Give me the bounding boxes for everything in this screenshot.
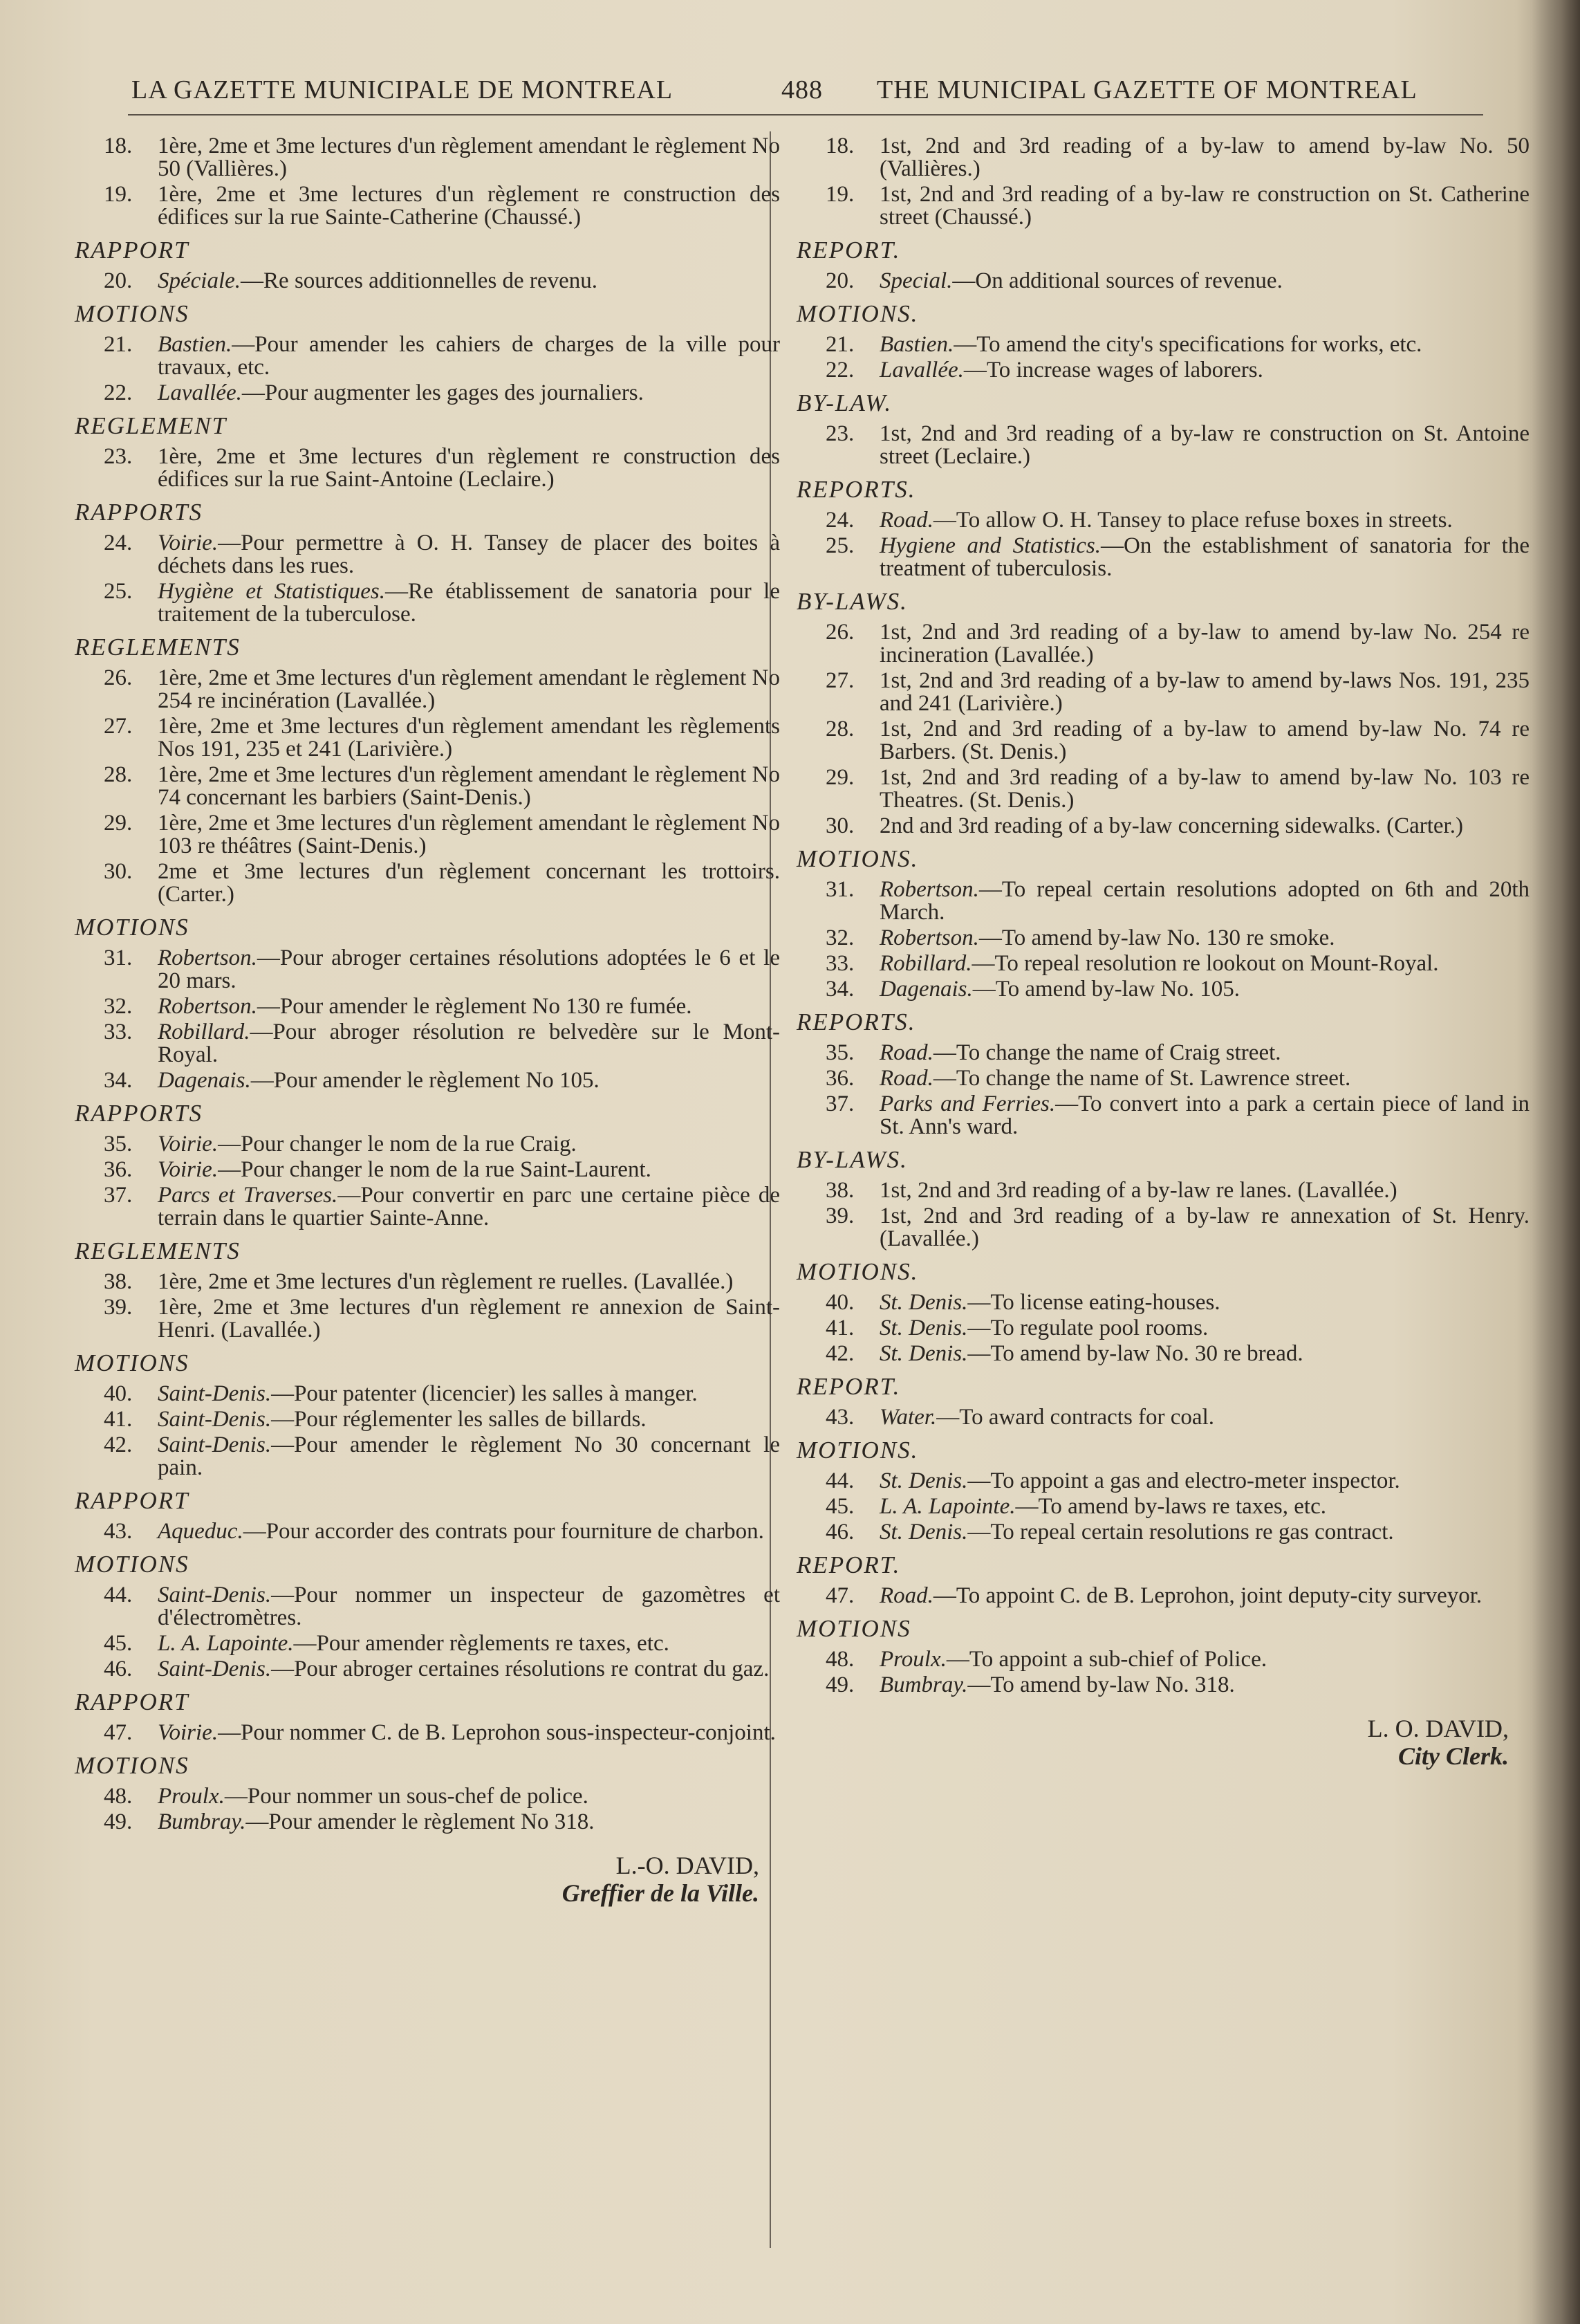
item-number: 23.	[826, 421, 855, 446]
agenda-item	[797, 1470, 1530, 1493]
item-committee: Voirie.	[158, 1132, 219, 1156]
section-heading: MOTIONS	[797, 1615, 911, 1642]
agenda-item	[797, 718, 1530, 764]
signature-name: L.-O. DAVID,	[615, 1852, 759, 1879]
item-text: —Pour amender les cahiers de charges de la ville pour travaux, etc.	[158, 332, 780, 380]
agenda-item	[797, 1343, 1530, 1365]
agenda-item	[75, 764, 780, 809]
page-edge-shadow	[1532, 0, 1580, 2324]
item-committee: Robertson.	[880, 925, 979, 950]
agenda-item	[797, 1317, 1530, 1340]
item-committee: Robertson.	[880, 877, 979, 902]
section-heading: MOTIONS	[75, 1551, 189, 1578]
item-text: —Pour nommer C. de B. Leprohon sous-inspecteur-conjoint.	[218, 1720, 776, 1745]
item-number: 28.	[104, 762, 133, 787]
item-text: 1st, 2nd and 3rd reading of a by-law to amend by-law No. 254 re incineration (Lavallée.)	[880, 620, 1530, 667]
item-text: 1st, 2nd and 3rd reading of a by-law re construction on St. Antoine street (Leclaire.)	[880, 421, 1530, 469]
item-number: 32.	[826, 925, 855, 950]
agenda-item	[75, 532, 780, 578]
header-french-title: LA GAZETTE MUNICIPALE DE MONTREAL	[131, 75, 673, 104]
agenda-item	[75, 382, 780, 405]
page-number: 488	[781, 75, 823, 104]
agenda-item	[797, 359, 1530, 382]
item-number: 47.	[826, 1583, 855, 1608]
item-number: 45.	[104, 1631, 133, 1656]
item-number: 42.	[826, 1341, 855, 1366]
agenda-item	[797, 766, 1530, 812]
item-text: —To amend by-law No. 105.	[972, 977, 1240, 1002]
agenda-item	[797, 927, 1530, 950]
item-committee: L. A. Lapointe.	[880, 1494, 1016, 1519]
item-text: 1st, 2nd and 3rd reading of a by-law to amend by-laws Nos. 191, 235 and 241 (Larivière.)	[880, 668, 1530, 716]
item-text: —Pour amender le règlement No 105.	[250, 1068, 600, 1093]
item-number: 38.	[826, 1178, 855, 1203]
item-number: 33.	[826, 951, 855, 976]
item-text: —On additional sources of revenue.	[952, 268, 1283, 293]
signature	[797, 1715, 1530, 1770]
item-text: —On the establishment of sanatoria for the treatment of tuberculosis.	[880, 533, 1530, 581]
agenda-item	[75, 812, 780, 858]
item-text: —Pour augmenter les gages des journaliers.	[241, 380, 644, 405]
agenda-item	[75, 1632, 780, 1655]
agenda-item	[797, 270, 1530, 293]
agenda-item	[797, 1179, 1530, 1202]
agenda-item	[797, 670, 1530, 715]
signature-title: City Clerk.	[1398, 1742, 1509, 1770]
agenda-item	[75, 1159, 780, 1181]
section-heading: BY-LAWS.	[797, 1146, 908, 1173]
agenda-item	[75, 715, 780, 761]
item-committee: Bumbray.	[158, 1809, 246, 1834]
item-number: 30.	[104, 859, 133, 884]
agenda-item	[797, 1521, 1530, 1544]
item-number: 29.	[104, 811, 133, 836]
agenda-item	[75, 1434, 780, 1479]
item-number: 36.	[826, 1066, 855, 1091]
header-rule	[128, 114, 1483, 116]
item-committee: Bumbray.	[880, 1672, 968, 1697]
signature	[75, 1852, 780, 1907]
item-text: —To amend by-law No. 30 re bread.	[967, 1341, 1303, 1366]
item-number: 25.	[104, 579, 133, 604]
item-committee: Bastien.	[880, 332, 954, 357]
agenda-item	[75, 1021, 780, 1067]
item-committee: Hygiène et Statistiques.	[158, 579, 386, 604]
section-heading: REPORT.	[797, 237, 901, 264]
agenda-item	[75, 1658, 780, 1681]
item-committee: Hygiene and Statistics.	[880, 533, 1102, 558]
item-text: —To increase wages of laborers.	[963, 358, 1263, 382]
item-text: —Pour abroger certaines résolutions adoptées le 6 et le 20 mars.	[158, 946, 780, 993]
section-heading: RAPPORTS	[75, 1100, 203, 1127]
item-text: 1ère, 2me et 3me lectures d'un règlement amendant le règlement No 103 re théâtres (Saint-Denis.)	[158, 811, 780, 858]
item-text: —To repeal certain resolutions adopted on 6th and 20th March.	[880, 877, 1530, 925]
item-committee: Lavallée.	[158, 380, 242, 405]
agenda-item	[797, 1674, 1530, 1697]
item-number: 46.	[826, 1520, 855, 1544]
agenda-item	[797, 978, 1530, 1001]
agenda-item	[75, 1785, 780, 1808]
item-text: 1st, 2nd and 3rd reading of a by-law to amend by-law No. 50 (Vallières.)	[880, 133, 1530, 181]
item-committee: Voirie.	[158, 531, 219, 555]
item-committee: Saint-Denis.	[158, 1657, 272, 1681]
item-committee: Road.	[880, 1040, 933, 1065]
item-text: 1ère, 2me et 3me lectures d'un règlement amendant le règlement No 74 concernant les barbiers (Saint-Denis.)	[158, 762, 780, 810]
section-heading: RAPPORT	[75, 1487, 189, 1514]
agenda-item	[75, 1520, 780, 1543]
item-text: —Pour amender le règlement No 30 concernant le pain.	[158, 1432, 780, 1480]
agenda-item	[75, 947, 780, 993]
agenda-item	[75, 995, 780, 1018]
item-text: —To allow O. H. Tansey to place refuse boxes in streets.	[933, 508, 1453, 533]
item-committee: Dagenais.	[158, 1068, 251, 1093]
item-number: 32.	[104, 994, 133, 1019]
section-heading: MOTIONS.	[797, 1258, 919, 1285]
section-heading: MOTIONS.	[797, 300, 919, 327]
item-text: —Pour permettre à O. H. Tansey de placer des boites à déchets dans les rues.	[158, 531, 780, 578]
item-number: 49.	[104, 1809, 133, 1834]
item-number: 43.	[826, 1405, 855, 1430]
item-committee: St. Denis.	[880, 1468, 968, 1493]
item-number: 35.	[826, 1040, 855, 1065]
item-committee: Saint-Denis.	[158, 1432, 272, 1457]
agenda-item	[797, 423, 1530, 468]
item-text: 1st, 2nd and 3rd reading of a by-law to amend by-law No. 103 re Theatres. (St. Denis.)	[880, 765, 1530, 813]
agenda-item	[797, 183, 1530, 229]
item-text: —Re établissement de sanatoria pour le traitement de la tuberculose.	[158, 579, 780, 627]
item-number: 49.	[826, 1672, 855, 1697]
item-text: —To repeal certain resolutions re gas contract.	[967, 1520, 1394, 1544]
item-number: 31.	[826, 877, 855, 902]
agenda-item	[797, 1406, 1530, 1429]
section-heading: MOTIONS	[75, 914, 189, 941]
item-committee: Voirie.	[158, 1720, 219, 1745]
agenda-item	[797, 1093, 1530, 1138]
item-number: 36.	[104, 1157, 133, 1182]
section-heading: REGLEMENTS	[75, 1237, 241, 1264]
section-heading: MOTIONS.	[797, 1437, 919, 1464]
section-heading: RAPPORT	[75, 237, 189, 264]
item-text: 1st, 2nd and 3rd reading of a by-law re lanes. (Lavallée.)	[880, 1178, 1397, 1203]
agenda-item	[797, 878, 1530, 924]
item-number: 48.	[826, 1647, 855, 1672]
item-number: 19.	[104, 182, 133, 207]
item-text: —Pour amender le règlement No 318.	[245, 1809, 595, 1834]
item-number: 23.	[104, 444, 133, 469]
agenda-item	[75, 860, 780, 906]
item-text: —Pour changer le nom de la rue Saint-Laurent.	[218, 1157, 651, 1182]
item-committee: Road.	[880, 508, 933, 533]
agenda-item	[75, 1296, 780, 1342]
item-text: —Pour amender le règlement No 130 re fumée.	[257, 994, 692, 1019]
item-number: 37.	[826, 1091, 855, 1116]
agenda-item	[75, 1069, 780, 1092]
agenda-item	[797, 333, 1530, 356]
item-number: 22.	[826, 358, 855, 382]
agenda-item	[75, 1408, 780, 1431]
item-committee: Road.	[880, 1066, 933, 1091]
item-text: —To award contracts for coal.	[936, 1405, 1214, 1430]
agenda-item	[75, 1271, 780, 1293]
item-text: —To change the name of Craig street.	[933, 1040, 1281, 1065]
item-text: —To amend by-law No. 130 re smoke.	[978, 925, 1335, 950]
agenda-item	[75, 1722, 780, 1744]
section-heading: REPORTS.	[797, 1008, 916, 1035]
item-number: 21.	[104, 332, 133, 357]
section-heading: REPORT.	[797, 1373, 901, 1400]
item-text: —Pour amender règlements re taxes, etc.	[293, 1631, 669, 1656]
agenda-item	[797, 509, 1530, 532]
item-committee: L. A. Lapointe.	[158, 1631, 294, 1656]
item-number: 34.	[826, 977, 855, 1002]
item-text: 1ère, 2me et 3me lectures d'un règlement re ruelles. (Lavallée.)	[158, 1269, 734, 1294]
agenda-item	[797, 1205, 1530, 1251]
item-committee: Saint-Denis.	[158, 1381, 272, 1406]
item-number: 37.	[104, 1183, 133, 1208]
item-text: 2nd and 3rd reading of a by-law concerning sidewalks. (Carter.)	[880, 813, 1463, 838]
signature-title: Greffier de la Ville.	[561, 1879, 759, 1907]
item-text: —Pour nommer un inspecteur de gazomètres et d'électromètres.	[158, 1583, 780, 1630]
agenda-item	[75, 1133, 780, 1156]
item-number: 39.	[104, 1295, 133, 1320]
section-heading: REPORT.	[797, 1551, 901, 1578]
item-number: 28.	[826, 717, 855, 741]
item-committee: Proulx.	[880, 1647, 947, 1672]
item-number: 22.	[104, 380, 133, 405]
item-committee: St. Denis.	[880, 1520, 968, 1544]
item-number: 27.	[104, 714, 133, 739]
item-text: —Re sources additionnelles de revenu.	[241, 268, 597, 293]
item-number: 19.	[826, 182, 855, 207]
agenda-item	[797, 535, 1530, 580]
section-heading: REPORTS.	[797, 476, 916, 503]
item-number: 27.	[826, 668, 855, 693]
agenda-item	[797, 135, 1530, 181]
item-text: —Pour accorder des contrats pour fourniture de charbon.	[243, 1519, 764, 1544]
agenda-item	[797, 952, 1530, 975]
agenda-item	[797, 1067, 1530, 1090]
section-heading: MOTIONS	[75, 1349, 189, 1376]
signature-name: L. O. DAVID,	[1367, 1715, 1509, 1742]
item-number: 25.	[826, 533, 855, 558]
item-number: 40.	[826, 1290, 855, 1315]
agenda-item	[75, 1383, 780, 1405]
item-text: —To license eating-houses.	[967, 1290, 1220, 1315]
item-number: 24.	[826, 508, 855, 533]
item-number: 39.	[826, 1204, 855, 1228]
item-committee: St. Denis.	[880, 1290, 968, 1315]
item-committee: Voirie.	[158, 1157, 219, 1182]
item-text: —To change the name of St. Lawrence street.	[933, 1066, 1351, 1091]
agenda-item	[75, 135, 780, 181]
item-number: 18.	[104, 133, 133, 158]
agenda-item	[75, 580, 780, 626]
item-number: 43.	[104, 1519, 133, 1544]
item-number: 34.	[104, 1068, 133, 1093]
item-text: —To convert into a park a certain piece of land in St. Ann's ward.	[880, 1091, 1530, 1139]
item-text: —To amend the city's specifications for works, etc.	[954, 332, 1422, 357]
item-number: 38.	[104, 1269, 133, 1294]
item-text: —Pour réglementer les salles de billards.	[271, 1407, 647, 1432]
agenda-item	[75, 445, 780, 491]
agenda-item	[797, 815, 1530, 838]
agenda-item	[75, 1184, 780, 1230]
item-committee: Water.	[880, 1405, 937, 1430]
item-number: 44.	[826, 1468, 855, 1493]
item-text: —To amend by-law No. 318.	[967, 1672, 1235, 1697]
agenda-item	[75, 1584, 780, 1630]
item-text: —Pour convertir en parc une certaine pièce de terrain dans le quartier Sainte-Anne.	[158, 1183, 780, 1230]
section-heading: RAPPORTS	[75, 499, 203, 526]
item-committee: Bastien.	[158, 332, 232, 357]
item-text: 1ère, 2me et 3me lectures d'un règlement re construction des édifices sur la rue Sainte-Catherine (Chaussé.)	[158, 182, 780, 230]
item-number: 45.	[826, 1494, 855, 1519]
item-number: 42.	[104, 1432, 133, 1457]
item-number: 41.	[104, 1407, 133, 1432]
item-number: 26.	[826, 620, 855, 645]
item-number: 21.	[826, 332, 855, 357]
item-committee: Saint-Denis.	[158, 1407, 272, 1432]
item-committee: Special.	[880, 268, 953, 293]
header-english-title: THE MUNICIPAL GAZETTE OF MONTREAL	[877, 75, 1418, 104]
item-number: 20.	[826, 268, 855, 293]
item-number: 26.	[104, 665, 133, 690]
agenda-item	[75, 183, 780, 229]
item-text: —Pour abroger résolution re belvedère sur le Mont-Royal.	[158, 1020, 780, 1067]
item-text: —Pour changer le nom de la rue Craig.	[218, 1132, 577, 1156]
item-committee: Dagenais.	[880, 977, 973, 1002]
agenda-item	[797, 1585, 1530, 1607]
item-text: 1ère, 2me et 3me lectures d'un règlement amendant les règlements Nos 191, 235 et 241 (Larivière.)	[158, 714, 780, 762]
item-number: 41.	[826, 1316, 855, 1340]
item-number: 47.	[104, 1720, 133, 1745]
section-heading: REGLEMENTS	[75, 634, 241, 661]
item-committee: Robillard.	[158, 1020, 250, 1044]
page-header	[0, 75, 1580, 113]
item-committee: Robillard.	[880, 951, 972, 976]
item-committee: Robertson.	[158, 994, 257, 1019]
item-committee: Robertson.	[158, 946, 257, 970]
section-heading: MOTIONS	[75, 300, 189, 327]
section-heading: MOTIONS.	[797, 845, 919, 872]
item-text: 1ère, 2me et 3me lectures d'un règlement amendant le règlement No 50 (Vallières.)	[158, 133, 780, 181]
section-heading: RAPPORT	[75, 1688, 189, 1715]
item-number: 40.	[104, 1381, 133, 1406]
item-text: 1ère, 2me et 3me lectures d'un règlement re annexion de Saint-Henri. (Lavallée.)	[158, 1295, 780, 1343]
item-number: 46.	[104, 1657, 133, 1681]
item-number: 33.	[104, 1020, 133, 1044]
item-text: 1ère, 2me et 3me lectures d'un règlement re construction des édifices sur la rue Saint-Antoine (Leclaire.)	[158, 444, 780, 492]
item-committee: Road.	[880, 1583, 933, 1608]
item-number: 29.	[826, 765, 855, 790]
item-number: 31.	[104, 946, 133, 970]
item-committee: Proulx.	[158, 1784, 225, 1809]
item-text: 1st, 2nd and 3rd reading of a by-law re construction on St. Catherine street (Chaussé.)	[880, 182, 1530, 230]
item-text: —To appoint a gas and electro-meter inspector.	[967, 1468, 1400, 1493]
item-number: 48.	[104, 1784, 133, 1809]
agenda-item	[797, 1648, 1530, 1671]
item-text: —To regulate pool rooms.	[967, 1316, 1209, 1340]
item-text: —To appoint a sub-chief of Police.	[946, 1647, 1267, 1672]
item-number: 20.	[104, 268, 133, 293]
english-column	[797, 135, 1530, 1770]
item-committee: Lavallée.	[880, 358, 964, 382]
item-text: 1st, 2nd and 3rd reading of a by-law to amend by-law No. 74 re Barbers. (St. Denis.)	[880, 717, 1530, 764]
agenda-item	[797, 621, 1530, 667]
agenda-item	[797, 1042, 1530, 1064]
item-text: —Pour patenter (licencier) les salles à manger.	[271, 1381, 698, 1406]
item-committee: Saint-Denis.	[158, 1583, 272, 1607]
item-text: —To amend by-laws re taxes, etc.	[1015, 1494, 1326, 1519]
item-text: 2me et 3me lectures d'un règlement concernant les trottoirs. (Carter.)	[158, 859, 780, 907]
item-text: 1ère, 2me et 3me lectures d'un règlement amendant le règlement No 254 re incinération (Lavallée.)	[158, 665, 780, 713]
section-heading: MOTIONS	[75, 1752, 189, 1779]
item-number: 24.	[104, 531, 133, 555]
item-text: 1st, 2nd and 3rd reading of a by-law re annexation of St. Henry. (Lavallée.)	[880, 1204, 1530, 1251]
item-committee: Parcs et Traverses.	[158, 1183, 338, 1208]
item-committee: St. Denis.	[880, 1341, 968, 1366]
item-text: —Pour nommer un sous-chef de police.	[224, 1784, 588, 1809]
agenda-item	[75, 1811, 780, 1834]
section-heading: BY-LAW.	[797, 389, 893, 416]
item-text: —To appoint C. de B. Leprohon, joint deputy-city surveyor.	[933, 1583, 1483, 1608]
item-committee: St. Denis.	[880, 1316, 968, 1340]
agenda-item	[75, 333, 780, 379]
item-number: 35.	[104, 1132, 133, 1156]
item-number: 44.	[104, 1583, 133, 1607]
section-heading: BY-LAWS.	[797, 588, 908, 615]
item-committee: Aqueduc.	[158, 1519, 243, 1544]
item-number: 30.	[826, 813, 855, 838]
agenda-item	[797, 1495, 1530, 1518]
item-committee: Spéciale.	[158, 268, 241, 293]
french-column	[75, 135, 780, 1907]
item-number: 18.	[826, 133, 855, 158]
item-text: —To repeal resolution re lookout on Mount-Royal.	[972, 951, 1439, 976]
agenda-item	[75, 667, 780, 712]
item-committee: Parks and Ferries.	[880, 1091, 1056, 1116]
section-heading: REGLEMENT	[75, 412, 227, 439]
item-text: —Pour abroger certaines résolutions re contrat du gaz.	[271, 1657, 770, 1681]
agenda-item	[75, 270, 780, 293]
agenda-item	[797, 1291, 1530, 1314]
